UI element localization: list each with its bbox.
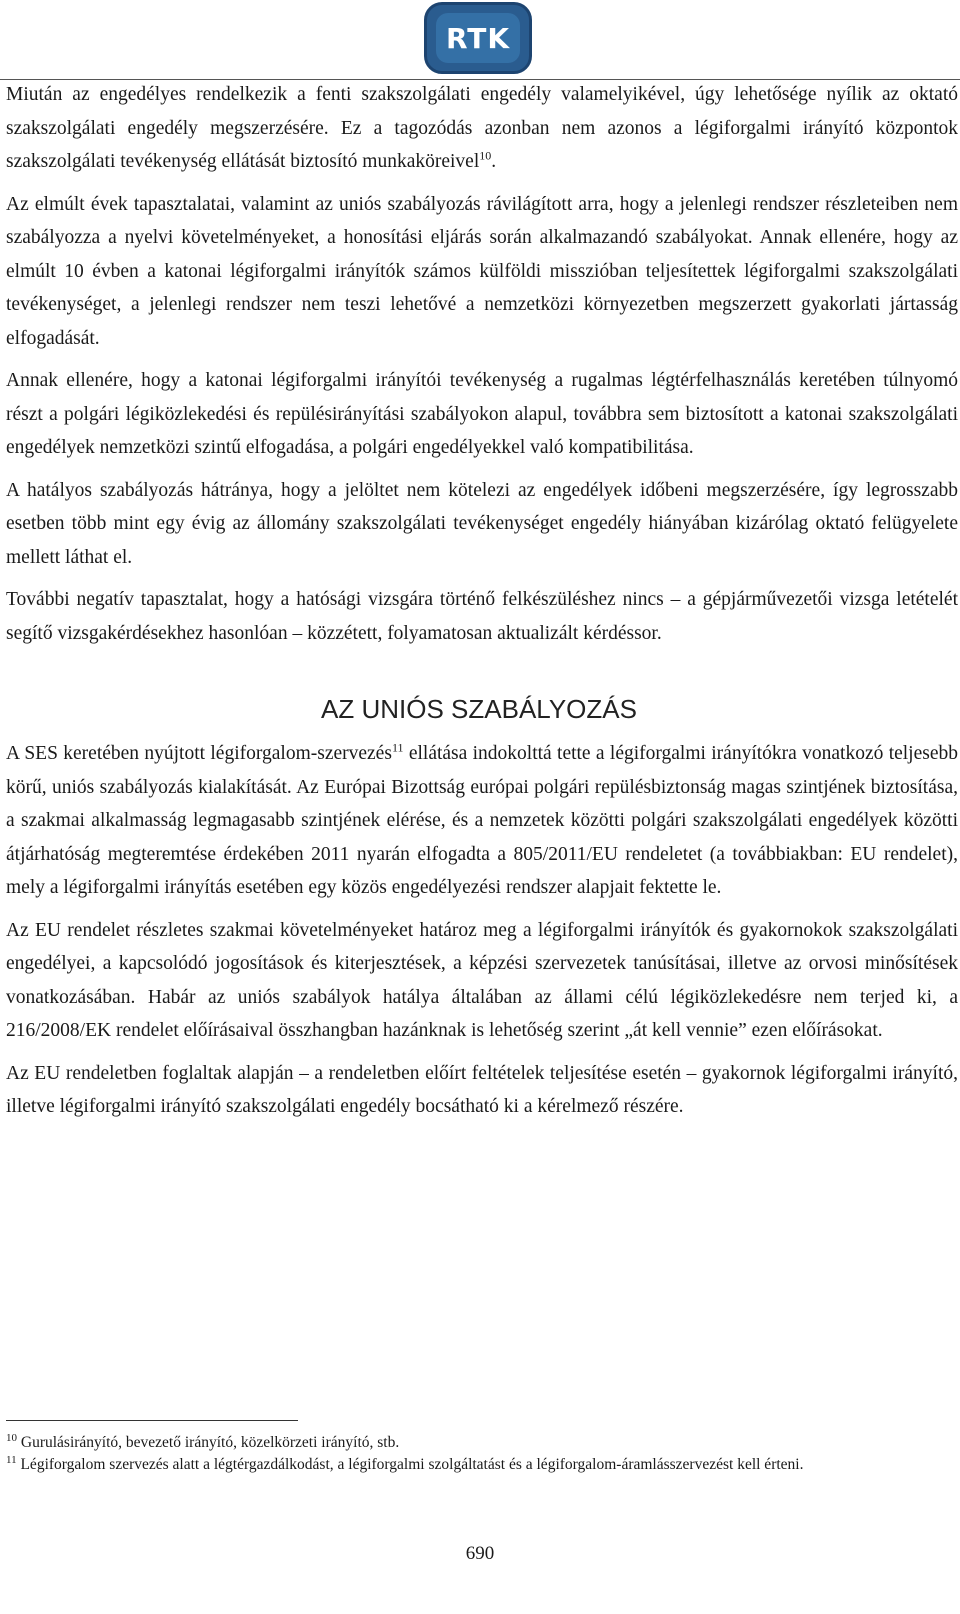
footnote-ref-11[interactable]: 11 bbox=[391, 740, 404, 755]
rtk-logo-inner bbox=[436, 13, 520, 63]
paragraph-end: . bbox=[491, 151, 497, 172]
paragraph-eu-regulation: Az EU rendelet részletes szakmai követelményeket határoz meg a légiforgalmi irányítók és gyakornokok szakszolgálati engedélyei, a kapcsolódó jogosítások és kiterjesztések, a képzési szervezetek tanúsításai, illetve az orvosi minősítések vonatkozásában. Habár az uniós szabályok hatálya általában az állami célú légiközlekedésre nem terjed ki, a 216/2008/EK rendelet előírásaival összhangban hazánknak is lehetőség szerint „át kell vennie” ezen előírásokat. bbox=[6, 919, 958, 1041]
paragraph-text: A SES keretében nyújtott légiforgalom-szervezés bbox=[6, 743, 392, 764]
footnote-ref-10[interactable]: 10 bbox=[479, 148, 492, 163]
footnotes bbox=[6, 1432, 906, 1476]
paragraph-text: ellátása indokolttá tette a légiforgalmi irányítókra vonatkozó teljesebb körű, uniós szabályozás kialakítását. Az Európai Bizottság európai polgári repülésbiztonság magas szintjének biztosítása, a szakmai alkalmasság legmagasabb szintjének elérése, és a nemzetek közötti polgári szakszolgálati engedélyek közötti átjárhatóság megteremtése érdekében 2011 nyarán elfogadta a 805/2011/EU rendeletet (a továbbiakban: EU rendelet), mely a légiforgalmi irányítás esetében egy közös engedélyezési rendszer alapjait fektette le. bbox=[6, 743, 958, 898]
paragraph-licence-issue: Az EU rendeletben foglaltak alapján – a rendeletben előírt feltételek teljesítése esetén – gyakornok légiforgalmi irányító, illetve légiforgalmi irányító szakszolgálati engedély bocsátható ki a kérelmező részére. bbox=[6, 1062, 958, 1117]
paragraph-training-licence bbox=[6, 78, 958, 179]
footnote-11 bbox=[6, 1454, 906, 1476]
footnote-separator bbox=[6, 1420, 298, 1421]
paragraph-experiences: Az elmúlt évek tapasztalatai, valamint az uniós szabályozás rávilágított arra, hogy a jelenlegi rendszer részleteiben nem szabályozza a nyelvi követelményeket, a honosítási eljárás során alkalmazandó szabályokat. Annak ellenére, hogy az elmúlt 10 évben a katonai légiforgalmi irányítók számos külföldi misszióban teljesítettek légiforgalmi szakszolgálati tevékenységet, a jelenlegi rendszer nem teszi lehetővé a nemzetközi környezetben megszerzett gyakorlati jártasság elfogadását. bbox=[6, 193, 958, 349]
paragraph-exam-questions: További negatív tapasztalat, hogy a hatósági vizsgára történő felkészüléshez nincs – a gépjárművezetői vizsga letételét segítő vizsgakérdésekhez hasonlóan – közzétett, folyamatosan aktualizált kérdéssor. bbox=[6, 589, 958, 644]
paragraph-military-acceptance: Annak ellenére, hogy a katonai légiforgalmi irányítói tevékenység a rugalmas légtérfelhasználás keretében túlnyomó részt a polgári légiközlekedési és repülésirányítási szabályokon alapul, továbbra sem biztosított a katonai szakszolgálati engedélyek nemzetközi szintű elfogadása, a polgári engedélyekkel való kompatibilitása. bbox=[6, 370, 958, 458]
footnote-number: 11 bbox=[6, 1453, 17, 1466]
paragraph-drawbacks: A hatályos szabályozás hátránya, hogy a jelöltet nem kötelezi az engedélyek időbeni megszerzésére, így legrosszabb esetben több mint egy évig az állomány szakszolgálati tevékenységet engedély hiányában kizárólag oktató felügyelete mellett láthat el. bbox=[6, 479, 958, 568]
footnote-10 bbox=[6, 1432, 906, 1454]
paragraph-ses bbox=[6, 737, 958, 905]
main-content bbox=[6, 78, 958, 1124]
footnote-text: Légiforgalom szervezés alatt a légtérgazdálkodást, a légiforgalmi szolgáltatást és a légiforgalom-áramlásszervezést kell érteni. bbox=[20, 1456, 804, 1473]
paragraph-text: Miután az engedélyes rendelkezik a fenti szakszolgálati engedély valamelyikével, úgy lehetősége nyílik az oktató szakszolgálati engedély megszerzésére. Ez a tagozódás azonban nem azonos a légiforgalmi irányító központok szakszolgálati tevékenység ellátását biztosító munkaköreivel bbox=[6, 84, 958, 172]
page-number: 690 bbox=[465, 1543, 495, 1564]
footnote-text: Gurulásirányító, bevezető irányító, közelkörzeti irányító, stb. bbox=[20, 1434, 400, 1451]
rtk-logo-text: RTK bbox=[445, 21, 511, 55]
footnote-number: 10 bbox=[6, 1431, 17, 1444]
section-heading: AZ UNIÓS SZABÁLYOZÁS bbox=[321, 694, 637, 724]
rtk-logo bbox=[424, 2, 532, 74]
